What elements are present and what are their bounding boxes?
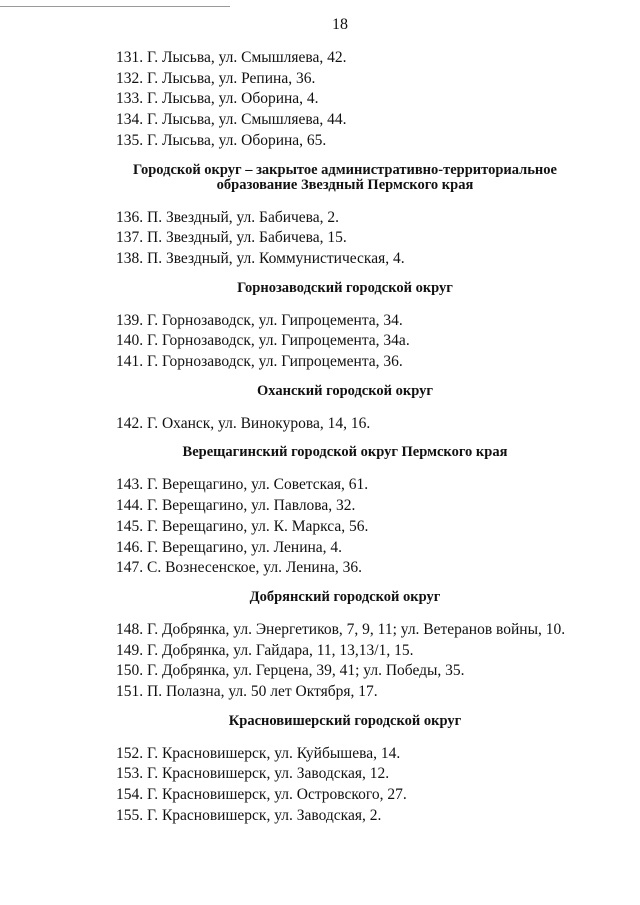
address-entry: 138. П. Звездный, ул. Коммунистическая, 4. [116,249,405,267]
address-entry: 155. Г. Красновишерск, ул. Заводская, 2. [116,806,382,824]
address-entry: 142. Г. Оханск, ул. Винокурова, 14, 16. [116,414,371,432]
top-rule [0,6,230,7]
address-entry: 140. Г. Горнозаводск, ул. Гипроцемента, 34а. [116,332,410,350]
address-entry: 148. Г. Добрянка, ул. Энергетиков, 7, 9, 11; ул. Ветеранов войны, 10. [116,620,566,638]
address-entry: 147. С. Вознесенское, ул. Ленина, 36. [116,559,363,577]
section-title [110,163,580,193]
section [116,703,586,827]
address-entry: 137. П. Звездный, ул. Бабичева, 15. [116,229,347,247]
address-entry: 150. Г. Добрянка, ул. Герцена, 39, 41; ул. Победы, 35. [116,662,465,680]
section-title-line: Оханский городской округ [257,382,433,399]
address-entry: 152. Г. Красновишерск, ул. Куйбышева, 14. [116,744,401,762]
address-entry: 131. Г. Лысьва, ул. Смышляева, 42. [116,49,347,66]
section [116,579,586,703]
document-body [116,48,586,827]
address-entry: 135. Г. Лысьва, ул. Оборина, 65. [116,131,327,149]
address-entry: 132. Г. Лысьва, ул. Репина, 36. [116,69,316,87]
section-title-line: образование Звездный Пермского края [216,176,474,193]
address-entry: 136. П. Звездный, ул. Бабичева, 2. [116,208,340,226]
page-number: 18 [332,16,348,33]
address-entry: 141. Г. Горнозаводск, ул. Гипроцемента, 36. [116,353,403,371]
address-entry: 151. П. Полазна, ул. 50 лет Октября, 17. [116,683,378,701]
section [116,152,586,270]
section [116,434,586,579]
address-entry: 133. Г. Лысьва, ул. Оборина, 4. [116,90,319,108]
section [116,48,586,152]
address-entry: 143. Г. Верещагино, ул. Советская, 61. [116,476,369,494]
address-entry: 149. Г. Добрянка, ул. Гайдара, 11, 13,13/1, 15. [116,641,414,659]
section-title [110,445,580,460]
section-title-line: Добрянский городской округ [249,588,441,605]
address-entry: 145. Г. Верещагино, ул. К. Маркса, 56. [116,517,369,535]
address-entry: 139. Г. Горнозаводск, ул. Гипроцемента, 34. [116,311,403,329]
section [116,373,586,435]
section-title [110,714,580,729]
section-title [110,384,580,399]
address-entry: 154. Г. Красновишерск, ул. Островского, 27. [116,786,407,804]
section-title-line: Горнозаводский городской округ [237,279,453,296]
section-title [110,281,580,296]
section-title-line: Красновишерский городской округ [228,712,462,729]
address-entry: 144. Г. Верещагино, ул. Павлова, 32. [116,497,356,515]
section-title-line: Верещагинский городской округ Пермского края [182,444,508,461]
section-title [110,590,580,605]
address-entry: 134. Г. Лысьва, ул. Смышляева, 44. [116,111,347,129]
section [116,270,586,373]
address-entry: 146. Г. Верещагино, ул. Ленина, 4. [116,538,343,556]
section-title-line: Городской округ – закрытое административно-территориальное [133,161,557,178]
address-entry: 153. Г. Красновишерск, ул. Заводская, 12. [116,765,390,783]
